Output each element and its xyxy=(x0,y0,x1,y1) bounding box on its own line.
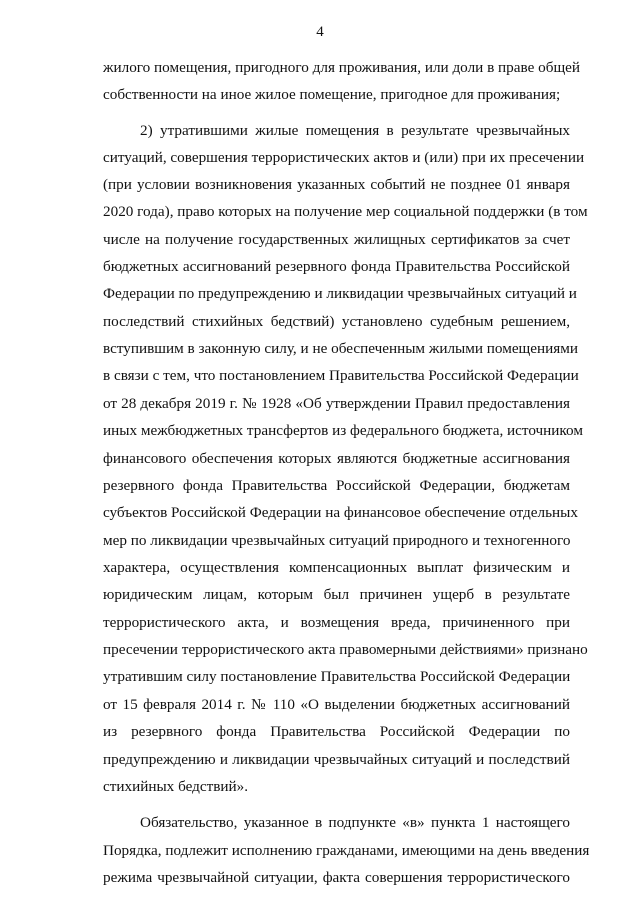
text-line: ситуаций, совершения террористических актов и (или) при их пресечении xyxy=(103,149,585,166)
text-line: режима чрезвычайной ситуации, факта совершения террористического xyxy=(103,869,570,886)
text-line: стихийных бедствий». xyxy=(103,778,249,795)
text-line: финансового обеспечения которых являются бюджетные ассигнования xyxy=(103,450,570,467)
text-line: вступившим в законную силу, и не обеспеченным жилыми помещениями xyxy=(103,340,578,357)
text-line: утратившим силу постановление Правительства Российской Федерации xyxy=(103,668,571,685)
page-number: 4 xyxy=(316,24,324,40)
text-line: жилого помещения, пригодного для проживания, или доли в праве общей xyxy=(103,59,581,76)
text-line: 2) утратившими жилые помещения в результате чрезвычайных xyxy=(140,122,570,139)
text-line: числе на получение государственных жилищных сертификатов за счет xyxy=(103,231,570,248)
text-line: мер по ликвидации чрезвычайных ситуаций природного и техногенного xyxy=(103,532,571,549)
text-line: в связи с тем, что постановлением Правительства Российской Федерации xyxy=(103,367,579,384)
text-line: характера, осуществления компенсационных выплат физическим и xyxy=(103,559,570,576)
text-line: бюджетных ассигнований резервного фонда Правительства Российской xyxy=(103,258,570,275)
text-line: Порядка, подлежит исполнению гражданами, имеющими на день введения xyxy=(103,842,590,859)
text-line: резервного фонда Правительства Российской Федерации, бюджетам xyxy=(103,477,570,494)
text-line: террористического акта, и возмещения вреда, причиненного при xyxy=(103,614,570,631)
text-line: субъектов Российской Федерации на финансовое обеспечение отдельных xyxy=(103,504,578,521)
text-line: последствий стихийных бедствий) установлено судебным решением, xyxy=(103,313,570,330)
text-line: предупреждению и ликвидации чрезвычайных ситуаций и последствий xyxy=(103,751,570,768)
text-line: 2020 года), право которых на получение мер социальной поддержки (в том xyxy=(103,203,588,220)
text-line: собственности на иное жилое помещение, пригодное для проживания; xyxy=(103,86,561,103)
text-line: из резервного фонда Правительства Российской Федерации по xyxy=(103,723,570,740)
text-line: (при условии возникновения указанных событий не позднее 01 января xyxy=(103,176,570,193)
text-line: от 15 февраля 2014 г. № 110 «О выделении бюджетных ассигнований xyxy=(103,696,570,713)
text-line: юридическим лицам, которым был причинен ущерб в результате xyxy=(103,586,570,603)
text-line: иных межбюджетных трансфертов из федерального бюджета, источником xyxy=(103,422,583,439)
text-line: от 28 декабря 2019 г. № 1928 «Об утверждении Правил предоставления xyxy=(103,395,570,412)
text-line: пресечении террористического акта правомерными действиями» признано xyxy=(103,641,588,658)
text-line: Федерации по предупреждению и ликвидации чрезвычайных ситуаций и xyxy=(103,285,577,302)
text-line: Обязательство, указанное в подпункте «в» пункта 1 настоящего xyxy=(140,814,570,831)
